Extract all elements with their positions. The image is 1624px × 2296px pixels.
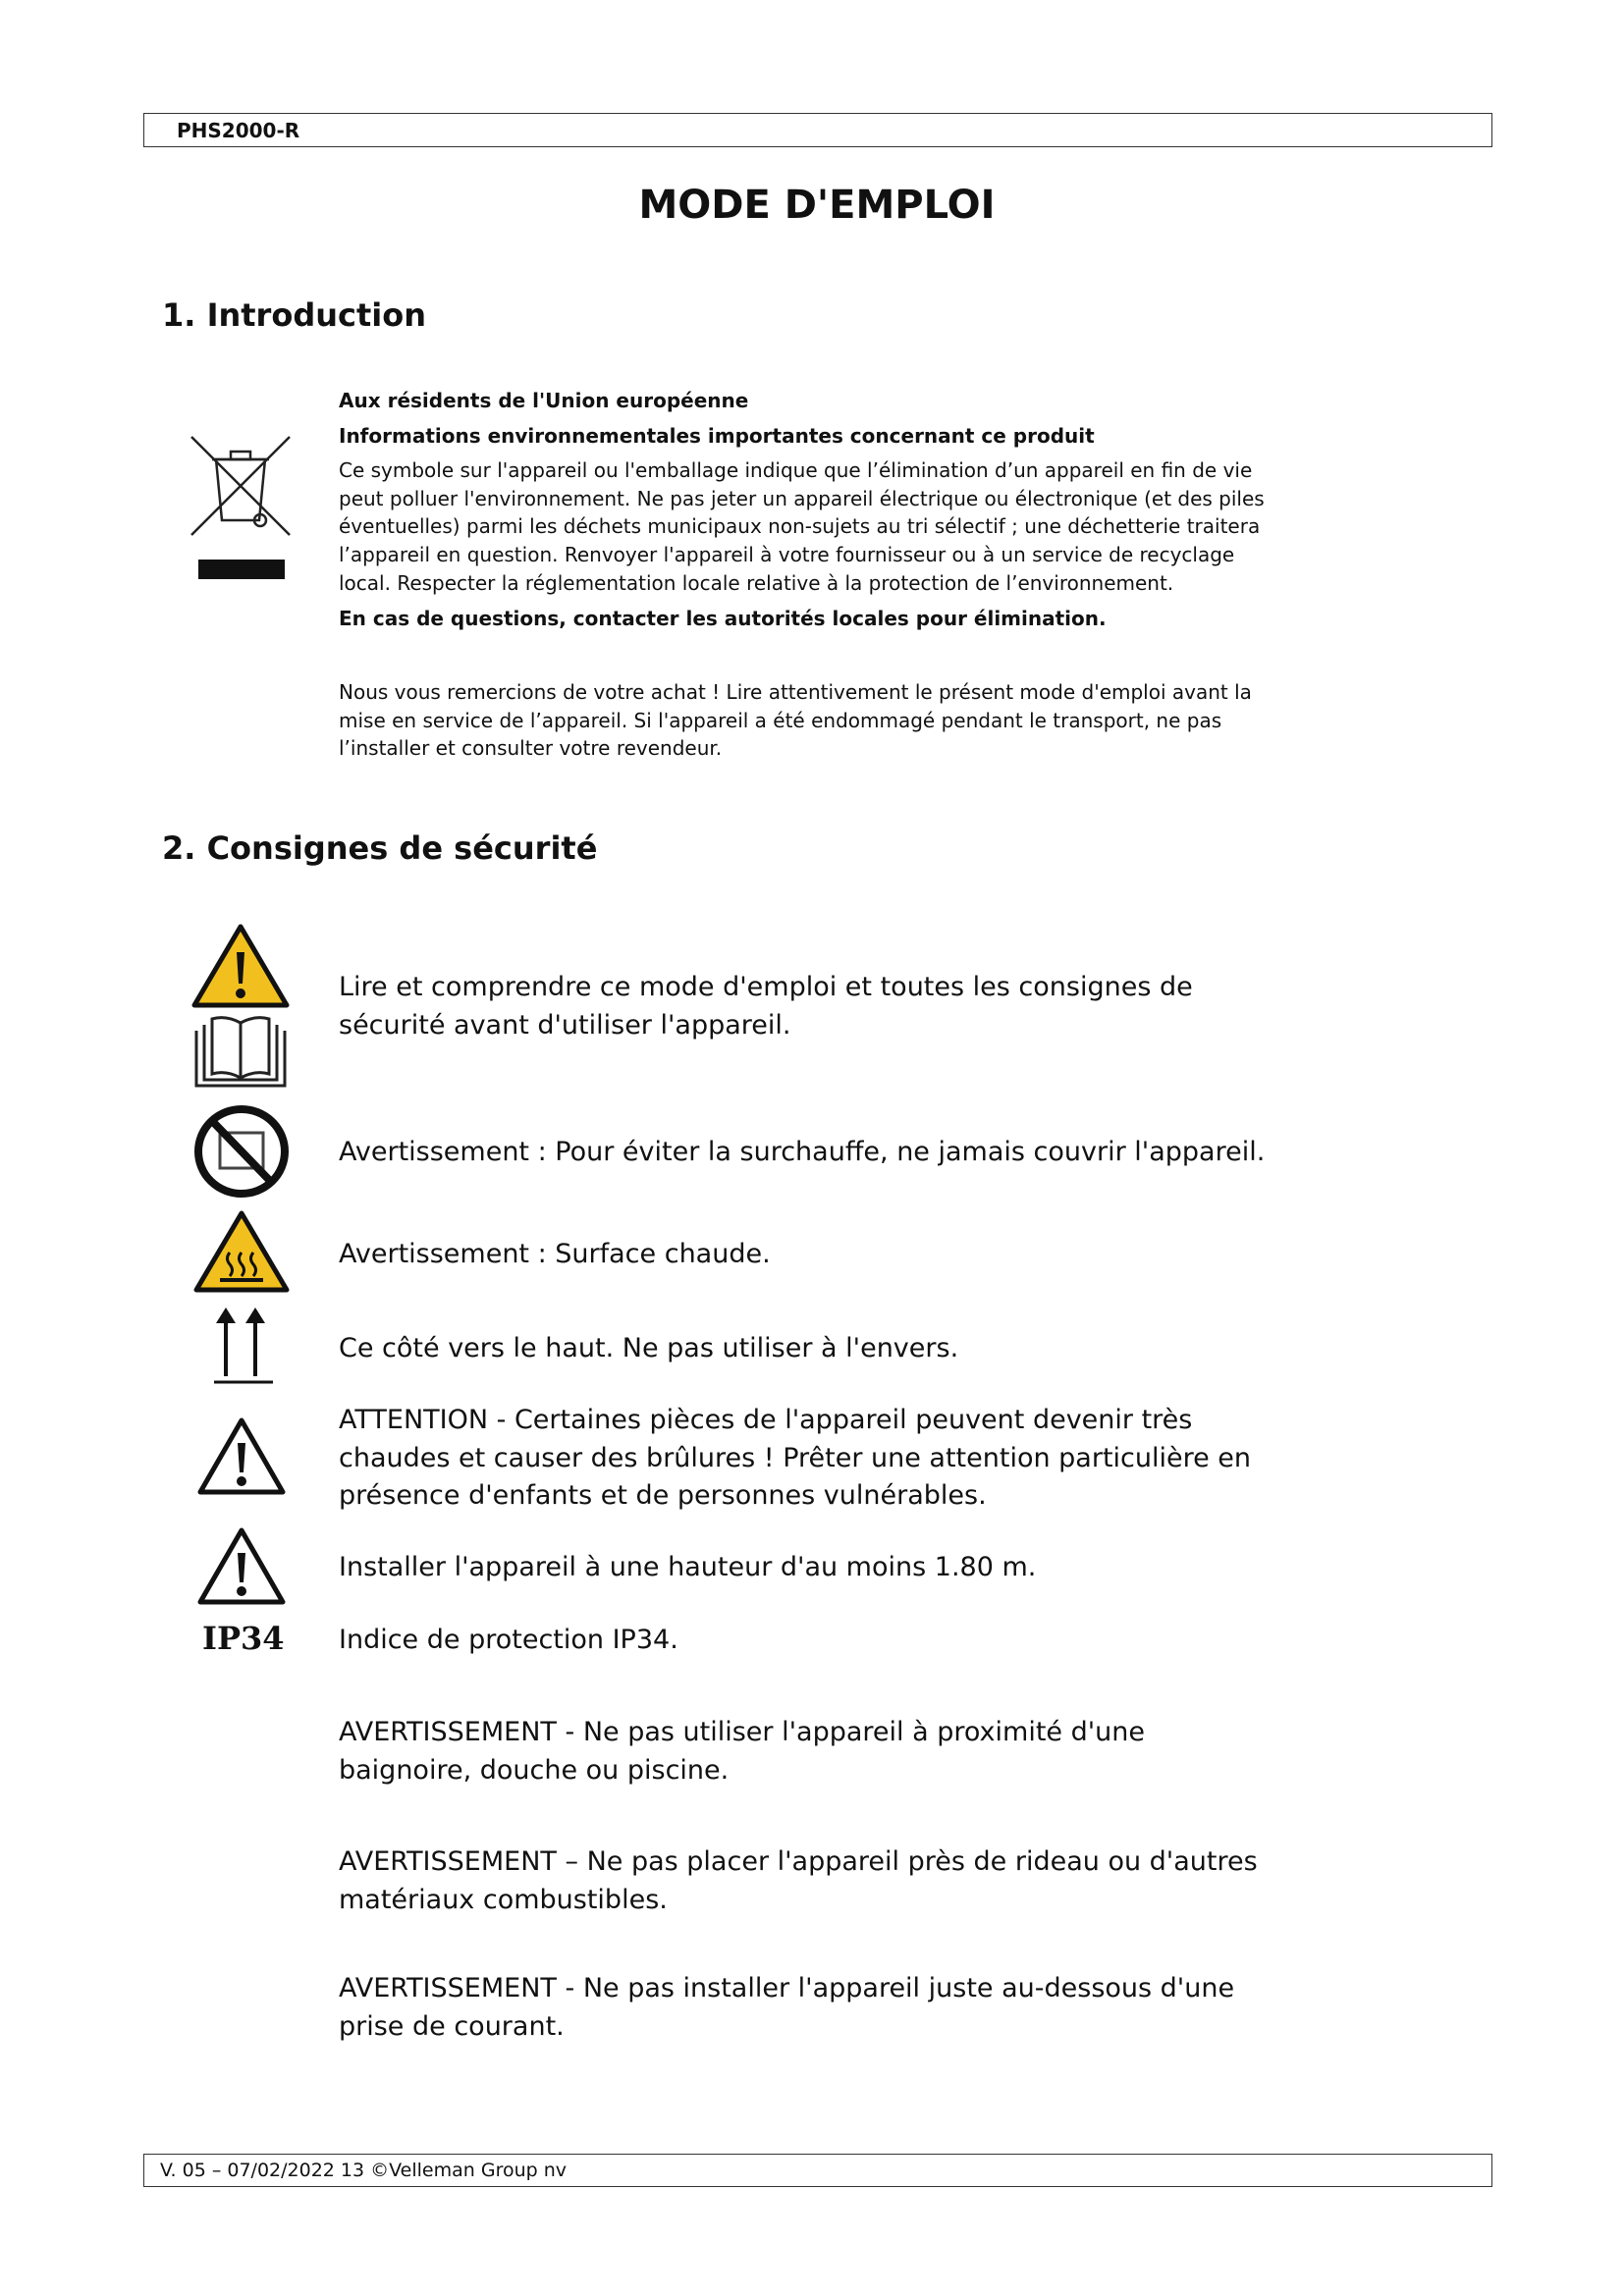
safety-item: [339, 969, 1193, 1044]
safety-line: AVERTISSEMENT – Ne pas placer l'appareil près de rideau ou d'autres: [339, 1846, 1258, 1877]
safety-item: [339, 1549, 1036, 1587]
safety-line: matériaux combustibles.: [339, 1884, 668, 1915]
safety-line: Avertissement : Surface chaude.: [339, 1239, 771, 1269]
do-not-cover-icon: [192, 1103, 291, 1200]
safety-item: [339, 1714, 1145, 1789]
safety-line: Avertissement : Pour éviter la surchauffe, ne jamais couvrir l'appareil.: [339, 1137, 1266, 1167]
thanks-line: l’installer et consulter votre revendeur.: [339, 736, 723, 761]
safety-line: présence d'enfants et de personnes vulnérables.: [339, 1480, 987, 1511]
safety-item: [339, 1330, 958, 1368]
safety-item: [339, 1622, 678, 1660]
thanks-line: mise en service de l’appareil. Si l'appareil a été endommagé pendant le transport, ne pas: [339, 708, 1222, 732]
eu-contact: En cas de questions, contacter les autorités locales pour élimination.: [339, 607, 1107, 631]
warning-icon: [196, 1415, 287, 1496]
safety-line: Lire et comprendre ce mode d'emploi et toutes les consignes de: [339, 972, 1193, 1002]
weee-crossed-bin-icon: [187, 432, 295, 584]
model-name: PHS2000-R: [177, 119, 300, 142]
safety-line: ATTENTION - Certaines pièces de l'appareil peuvent devenir très: [339, 1405, 1193, 1435]
eu-disposal-notice: [339, 387, 1265, 633]
ip34-label: IP34: [202, 1620, 285, 1657]
eu-body-line: éventuelles) parmi les déchets municipaux non-sujets au tri sélectif ; une déchetterie traitera: [339, 514, 1261, 539]
safety-line: Indice de protection IP34.: [339, 1625, 678, 1655]
safety-line: chaudes et causer des brûlures ! Prêter une attention particulière en: [339, 1442, 1252, 1473]
eu-title: Aux résidents de l'Union européenne: [339, 389, 749, 412]
safety-line: AVERTISSEMENT - Ne pas installer l'appareil juste au-dessous d'une: [339, 1973, 1235, 2003]
eu-body-line: local. Respecter la réglementation locale relative à la protection de l’environnement.: [339, 570, 1174, 595]
safety-item: [339, 1843, 1258, 1919]
section-heading-introduction: 1. Introduction: [162, 296, 426, 334]
warning-manual-icon: [189, 923, 293, 1092]
safety-item: [339, 1236, 771, 1274]
thanks-line: Nous vous remercions de votre achat ! Lire attentivement le présent mode d'emploi avant la: [339, 680, 1252, 704]
safety-line: prise de courant.: [339, 2010, 565, 2042]
page-header: [143, 113, 1492, 147]
safety-line: AVERTISSEMENT - Ne pas utiliser l'appareil à proximité d'une: [339, 1717, 1146, 1747]
footer-text: V. 05 – 07/02/2022 13 ©Velleman Group nv: [160, 2160, 568, 2181]
safety-line: Ce côté vers le haut. Ne pas utiliser à l'envers.: [339, 1333, 959, 1363]
safety-item: [339, 1970, 1234, 2046]
eu-body-line: Ce symbole sur l'appareil ou l'emballage indique que l’élimination d’un appareil en fin de vie: [339, 458, 1253, 483]
page-footer: [143, 2154, 1492, 2187]
eu-subtitle: Informations environnementales importantes concernant ce produit: [339, 423, 1095, 448]
page-title: MODE D'EMPLOI: [638, 183, 996, 228]
safety-line: Installer l'appareil à une hauteur d'au moins 1.80 m.: [339, 1552, 1037, 1582]
warning-icon: [196, 1525, 287, 1606]
eu-body-line: l’appareil en question. Renvoyer l'appareil à votre fournisseur ou à un service de recyclage: [339, 542, 1235, 566]
eu-body-line: peut polluer l'environnement. Ne pas jeter un appareil électrique ou électronique (et des piles: [339, 486, 1265, 510]
thanks-paragraph: [339, 678, 1252, 763]
hot-surface-icon: [192, 1209, 291, 1294]
safety-line: sécurité avant d'utiliser l'appareil.: [339, 1009, 791, 1041]
section-heading-safety: 2. Consignes de sécurité: [162, 829, 598, 867]
safety-item: [339, 1402, 1251, 1516]
this-side-up-icon: [212, 1308, 275, 1386]
safety-line: baignoire, douche ou piscine.: [339, 1754, 730, 1786]
safety-item: [339, 1134, 1265, 1172]
